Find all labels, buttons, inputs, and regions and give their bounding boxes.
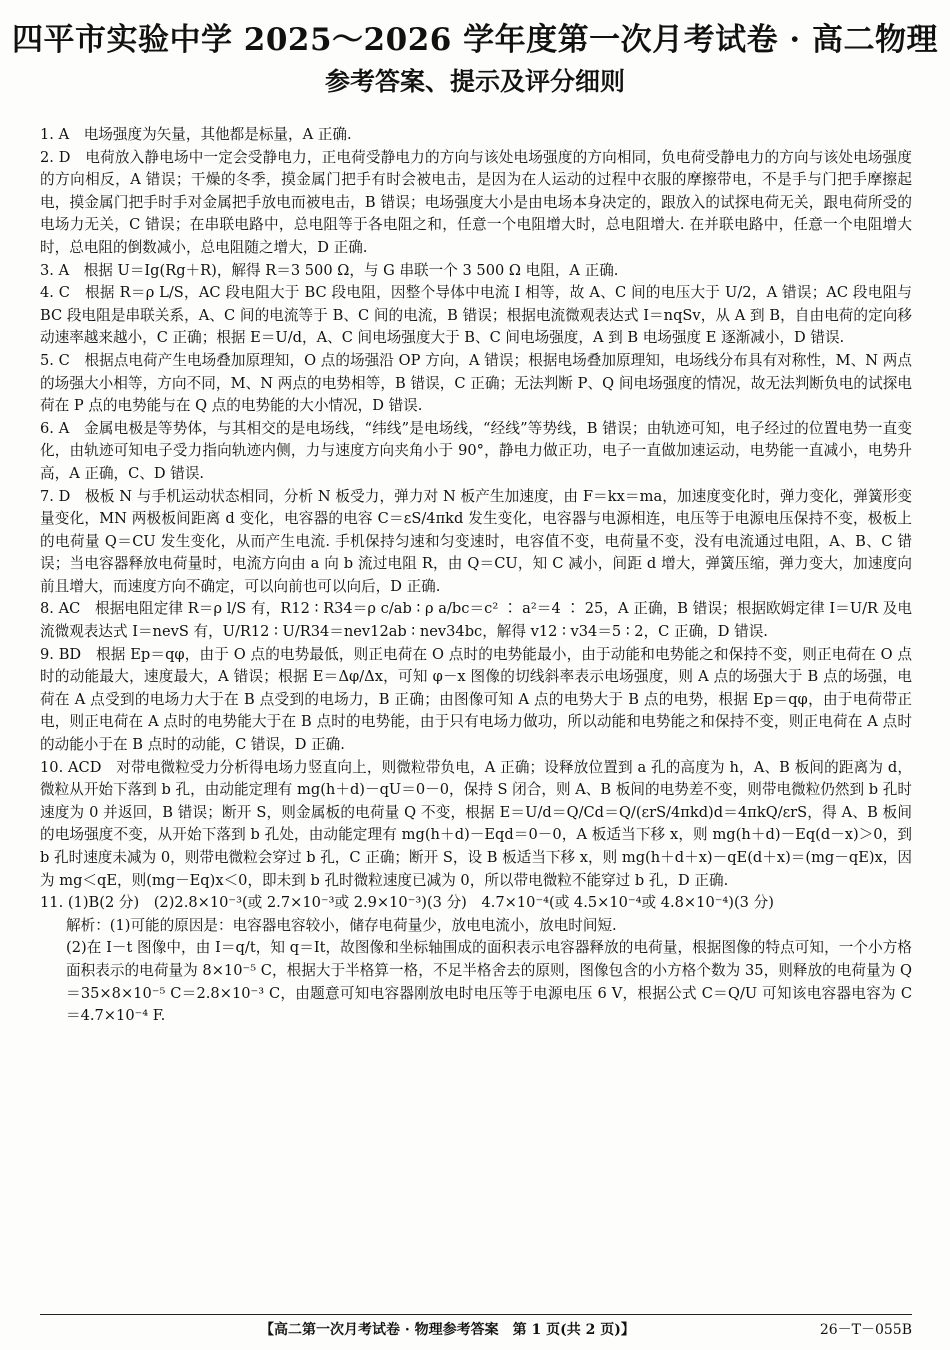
answer-text: 6. A 金属电极是等势体，与其相交的是电场线，“纬线”是电场线，“经线”等势线，B 错误；由轨迹可知，电子经过的位置电势一直变化，由轨迹可知电子受力指向轨迹内侧，力与速度方向夹角小于 90°，静电力做正功，电子一直做加速运动，电势能一直减小，电势升高，A 正确，C、D 错误. <box>40 419 912 482</box>
answers-body <box>40 124 912 1028</box>
answer-8 <box>40 598 912 643</box>
footer-doc-code: 26－T－055B <box>819 1322 912 1338</box>
page-title: 四平市实验中学 2025～2026 学年度第一次月考试卷 · 高二物理 <box>11 22 939 58</box>
page-subtitle: 参考答案、提示及评分细则 <box>324 67 625 96</box>
page-footer <box>40 1314 912 1339</box>
answer-3 <box>40 260 912 283</box>
answer-11-scores: 11. (1)B(2 分) (2)2.8×10⁻³(或 2.7×10⁻³或 2.9×10⁻³)(3 分) 4.7×10⁻⁴(或 4.5×10⁻⁴或 4.8×10⁻⁴)(3 分) <box>40 894 774 912</box>
answer-text: 5. C 根据点电荷产生电场叠加原理知，O 点的场强沿 OP 方向，A 错误；根据电场叠加原理知，电场线分布具有对称性，M、N 两点的场强大小相等，方向不同，M、N 两点的电势相等，B 错误，C 正确；无法判断 P、Q 间电场强度的情况，故无法判断负电的试探电荷在 P 点的电势能与在 Q 点的电势能的大小情况，D 错误. <box>40 351 912 415</box>
answer-text: 4. C 根据 R＝ρ L/S，AC 段电阻大于 BC 段电阻，因整个导体中电流 I 相等，故 A、C 间的电压大于 U/2，A 错误；AC 段电阻与 BC 段电阻是串联关系，A、C 间的电流等于 B、C 间的电流，B 错误；根据电流微观表达式 I＝nqSv，从 A 到 B，自由电荷的定向移动速率越来越小，C 正确；根据 E＝U/d，A、C 间电场强度大于 B、C 间电场强度，A 到 B 电场强度 E 逐渐减小，D 错误. <box>40 284 912 347</box>
answer-1 <box>40 124 912 147</box>
answer-11-analysis-2: (2)在 I－t 图像中，由 I＝q/t，知 q＝It，故图像和坐标轴围成的面积表示电容器释放的电荷量，根据图像的特点可知，一个小方格面积表示的电荷量为 8×10⁻⁵ C，根据大于半格算一格，不足半格舍去的原则，图像包含的小方格个数为 35，则释放的电荷量为 Q＝35×8×10⁻⁵ C＝2.8×10⁻³ C，由题意可知电容器刚放电时电压等于电源电压 6 V，根据公式 C＝Q/U 可知该电容器电容为 C＝4.7×10⁻⁴ F. <box>66 939 912 1025</box>
answer-6 <box>40 418 912 486</box>
answer-11 <box>40 892 912 1028</box>
answer-2 <box>40 147 912 260</box>
footer-page-info: 【高二第一次月考试卷 · 物理参考答案 第 1 页(共 2 页)】 <box>260 1322 635 1338</box>
answer-text: 2. D 电荷放入静电场中一定会受静电力，正电荷受静电力的方向与该处电场强度的方向相同，负电荷受静电力的方向与该处电场强度的方向相反，A 错误；干燥的冬季，摸金属门把手有时会被电击，是因为在人运动的过程中衣服的摩擦带电，不是手与门把手摩擦起电，摸金属门把手时手对金属把手放电而被电击，B 错误；电场强度大小是由电场本身决定的，跟放入的试探电荷无关，跟电荷所受的电场力无关，C 错误；在串联电路中，总电阻等于各电阻之和，任意一个电阻增大时，总电阻增大. 在并联电路中，任意一个电阻增大时，总电阻的倒数减小，总电阻随之增大，D 正确. <box>40 148 912 256</box>
answer-11-analysis-1: 解析：(1)可能的原因是：电容器电容较小，储存电荷量少，放电电流小，放电时间短. <box>66 916 617 934</box>
answer-9 <box>40 644 912 757</box>
answer-text: 1. A 电场强度为矢量，其他都是标量，A 正确. <box>40 126 352 143</box>
answer-text: 7. D 极板 N 与手机运动状态相同，分析 N 板受力，弹力对 N 板产生加速度，由 F＝kx＝ma，加速度变化时，弹力变化，弹簧形变量变化，MN 两极板间距离 d 变化，电容器的电容 C＝εS/4πkd 发生变化，电容器与电源相连，电压等于电源电压保持不变，极板上的电荷量 Q＝CU 发生变化，从而产生电流. 手机保持匀速和匀变速时，电容值不变，电荷量不变，没有电流通过电阻，A、B、C 错误；当电容器释放电荷量时，电流方向由 a 向 b 流过电阻 R，由 Q＝CU，知 C 减小，间距 d 增大，弹簧压缩，弹力变大，加速度向前且增大，而速度方向不确定，可以向前也可以向后，D 正确. <box>40 487 912 595</box>
answer-4 <box>40 282 912 350</box>
answer-5 <box>40 350 912 418</box>
answer-7 <box>40 486 912 599</box>
answer-10 <box>40 757 912 893</box>
answer-text: 9. BD 根据 Ep＝qφ，由于 O 点的电势最低，则正电荷在 O 点时的电势能最小，由于动能和电势能之和保持不变，则正电荷在 O 点时的动能最大，速度最大，A 错误；根据 E＝Δφ/Δx，可知 φ－x 图像的切线斜率表示电场强度，则 A 点的场强大于 B 点的场强，电荷在 A 点受到的电场力大于在 B 点受到的电场力，B 正确；由图像可知 A 点的电势大于 B 点的电势，根据 Ep＝qφ，由于电荷带正电，则正电荷在 A 点时的电势能大于在 B 点时的电势能，由于只有电场力做功，所以动能和电势能之和保持不变，则正电荷在 A 点时的动能小于在 B 点时的动能，C 错误，D 正确. <box>40 645 912 754</box>
answer-text: 3. A 根据 U＝Ig(Rg＋R)，解得 R＝3 500 Ω，与 G 串联一个 3 500 Ω 电阻，A 正确. <box>40 261 619 279</box>
answer-text: 8. AC 根据电阻定律 R＝ρ l/S 有，R12 ∶ R34＝ρ c/ab ∶ ρ a/bc＝c² ∶ a²＝4 ∶ 25，A 正确，B 错误；根据欧姆定律 I＝U/R 及电流微观表达式 I＝nevS 有，U/R12 ∶ U/R34＝nev12ab ∶ nev34bc，解得 v12 ∶ v34＝5 ∶ 2，C 正确，D 错误. <box>40 600 912 641</box>
answer-text: 10. ACD 对带电微粒受力分析得电场力竖直向上，则微粒带负电，A 正确；设释放位置到 a 孔的高度为 h，A、B 板间的距离为 d，微粒从开始下落到 b 孔，由动能定理有 mg(h＋d)－qU＝0－0，保持 S 闭合，则 A、B 板间的电势差不变，则带电微粒仍然到 b 孔时速度为 0 并返回，B 错误；断开 S，则金属板的电荷量 Q 不变，根据 E＝U/d＝Q/Cd＝Q/(εrS/4πkd)d＝4πkQ/εrS，得 A、B 板间的电场强度不变，从开始下落到 b 孔处，由动能定理有 mg(h＋d)－Eqd＝0－0，A 板适当下移 x，则 mg(h＋d)－Eq(d－x)＞0，到 b 孔时速度未减为 0，则带电微粒会穿过 b 孔，C 正确；断开 S，设 B 板适当下移 x，则 mg(h＋d＋x)－qE(d＋x)＝(mg－qE)x，因为 mg＜qE，则(mg－Eq)x＜0，即未到 b 孔时微粒速度已减为 0，所以带电微粒不能穿过 b 孔，D 正确. <box>40 758 912 889</box>
